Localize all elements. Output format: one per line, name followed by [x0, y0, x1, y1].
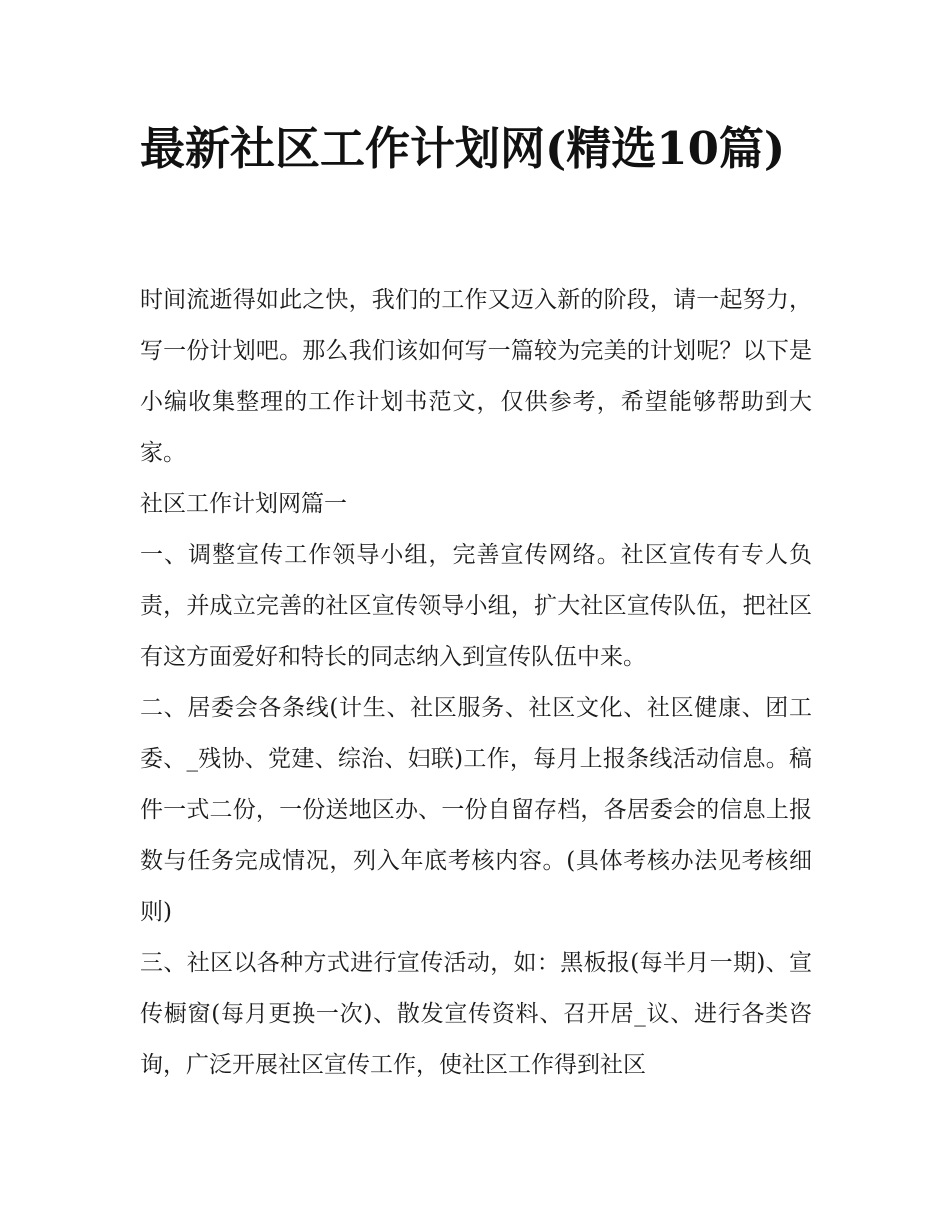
intro-paragraph: 时间流逝得如此之快，我们的工作又迈入新的阶段，请一起努力，写一份计划吧。那么我们该如何写一篇较为完美的计划呢？以下是小编收集整理的工作计划书范文，仅供参考，希望能够帮助到大家。	[140, 287, 812, 466]
body-paragraph: 一、调整宣传工作领导小组，完善宣传网络。社区宣传有专人负责，并成立完善的社区宣传领导小组，扩大社区宣传队伍，把社区有这方面爱好和特长的同志纳入到宣传队伍中来。	[140, 542, 812, 670]
document-body	[140, 275, 812, 1091]
body-paragraph: 三、社区以各种方式进行宣传活动，如：黑板报(每半月一期)、宣传橱窗(每月更换一次)、散发宣传资料、召开居_议、进行各类咨询，广泛开展社区宣传工作，使社区工作得到社区	[140, 950, 812, 1078]
document-title: 最新社区工作计划网(精选10篇)	[140, 122, 786, 175]
section-heading: 社区工作计划网篇一	[140, 491, 347, 517]
body-paragraph: 二、居委会各条线(计生、社区服务、社区文化、社区健康、团工委、_残协、党建、综治、妇联)工作，每月上报条线活动信息。稿件一式二份，一份送地区办、一份自留存档，各居委会的信息上报数与任务完成情况，列入年底考核内容。(具体考核办法见考核细则)	[140, 695, 812, 925]
